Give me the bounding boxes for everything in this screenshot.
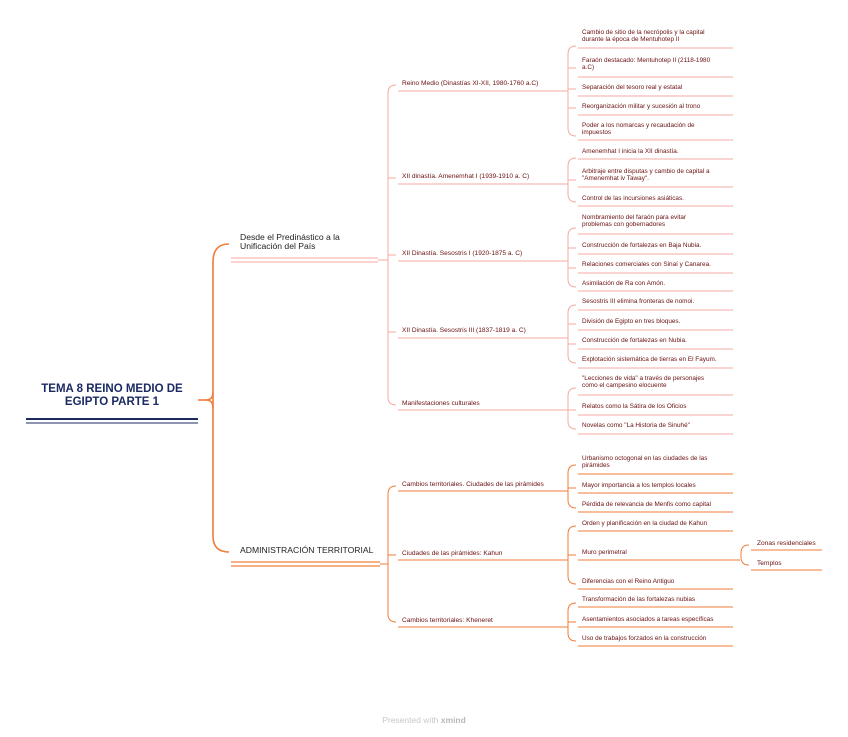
topic-kheneret[interactable]: Cambios territoriales: Kheneret: [402, 617, 493, 624]
detail-item[interactable]: Arbitraje entre disputas y cambio de capital a "Amenemhat iv Taway".: [582, 168, 710, 183]
detail-item[interactable]: Relaciones comerciales con Sinaí y Canarea.: [582, 261, 711, 268]
topic-manifestaciones-culturales[interactable]: Manifestaciones culturales: [402, 400, 480, 407]
detail-item[interactable]: Asentamientos asociados a tareas específicas: [582, 616, 714, 623]
subdetail-zonas-residenciales[interactable]: Zonas residenciales: [757, 540, 816, 547]
detail-item[interactable]: División de Egipto en tres bloques.: [582, 318, 681, 325]
detail-item[interactable]: Urbanismo octogonal en las ciudades de las pirámides: [582, 455, 708, 470]
detail-item[interactable]: Faraón destacado: Mentuhotep II (2118-1980 a.C): [582, 57, 711, 72]
detail-item[interactable]: Amenemhat I inicia la XII dinastía.: [582, 148, 679, 155]
branch-predinastico[interactable]: Desde el Predinástico a la Unificación del País: [240, 232, 340, 252]
detail-item[interactable]: Reorganización militar y sucesión al trono: [582, 103, 701, 110]
topic-kahun[interactable]: Ciudades de las pirámides: Kahun: [402, 550, 503, 557]
detail-item[interactable]: Asimilación de Ra con Amón.: [582, 280, 666, 287]
detail-item[interactable]: Nombramiento del faraón para evitar problemas con gobernadores: [582, 214, 687, 229]
detail-item[interactable]: Uso de trabajos forzados en la construcción: [582, 635, 707, 642]
detail-item[interactable]: Construcción de fortalezas en Baja Nubia.: [582, 242, 702, 249]
branch-administracion-territorial[interactable]: ADMINISTRACIÓN TERRITORIAL: [240, 545, 374, 555]
detail-item[interactable]: "Lecciones de vida" a través de personajes como el campesino elocuente: [582, 375, 705, 390]
detail-item[interactable]: Relatos como la Sátira de los Oficios: [582, 403, 687, 410]
topic-sesostris-iii[interactable]: XII Dinastía. Sesostris III (1837-1819 a. C): [402, 327, 526, 334]
detail-item[interactable]: Muro perimetral: [582, 549, 627, 556]
detail-item[interactable]: Control de las incursiones asiáticas.: [582, 195, 684, 202]
detail-item[interactable]: Orden y planificación en la ciudad de Kahun: [582, 520, 708, 527]
detail-item[interactable]: Explotación sistemática de tierras en El Fayum.: [582, 356, 717, 363]
topic-amenemhat-i[interactable]: XII dinastía. Amenemhat I (1939-1910 a. C): [402, 173, 530, 180]
detail-item[interactable]: Mayor importancia a los templos locales: [582, 482, 696, 489]
detail-item[interactable]: Sesostris III elimina fronteras de nomoi.: [582, 298, 695, 305]
detail-item[interactable]: Diferencias con el Reino Antiguo: [582, 578, 675, 585]
detail-item[interactable]: Poder a los nomarcas y recaudación de impuestos: [582, 122, 695, 137]
detail-item[interactable]: Construcción de fortalezas en Nubia.: [582, 337, 687, 344]
detail-item[interactable]: Separación del tesoro real y estatal: [582, 84, 683, 91]
detail-item[interactable]: Transformación de las fortalezas nubias: [582, 596, 696, 603]
subdetail-templos[interactable]: Templos: [757, 560, 782, 567]
detail-item[interactable]: Pérdida de relevancia de Menfis como capital: [582, 501, 711, 508]
footer-prefix: Presented with: [382, 715, 441, 725]
presented-with-footer: [0, 715, 848, 725]
detail-item[interactable]: Cambio de sitio de la necrópolis y la capital durante la época de Mentuhotep II: [582, 29, 705, 44]
topic-ciudades-piramides[interactable]: Cambios territoriales. Ciudades de las pirámides: [402, 481, 544, 488]
detail-item[interactable]: Novelas como "La Historia de Sinuhé": [582, 422, 690, 429]
topic-reino-medio[interactable]: Reino Medio (Dinastías XI-XII, 1980-1760 a.C): [402, 80, 539, 87]
topic-sesostris-i[interactable]: XII Dinastía. Sesostris I (1920-1875 a. C): [402, 250, 523, 257]
xmind-brand: xmind: [440, 715, 466, 725]
root-title[interactable]: TEMA 8 REINO MEDIO DE EGIPTO PARTE 1: [41, 383, 183, 408]
